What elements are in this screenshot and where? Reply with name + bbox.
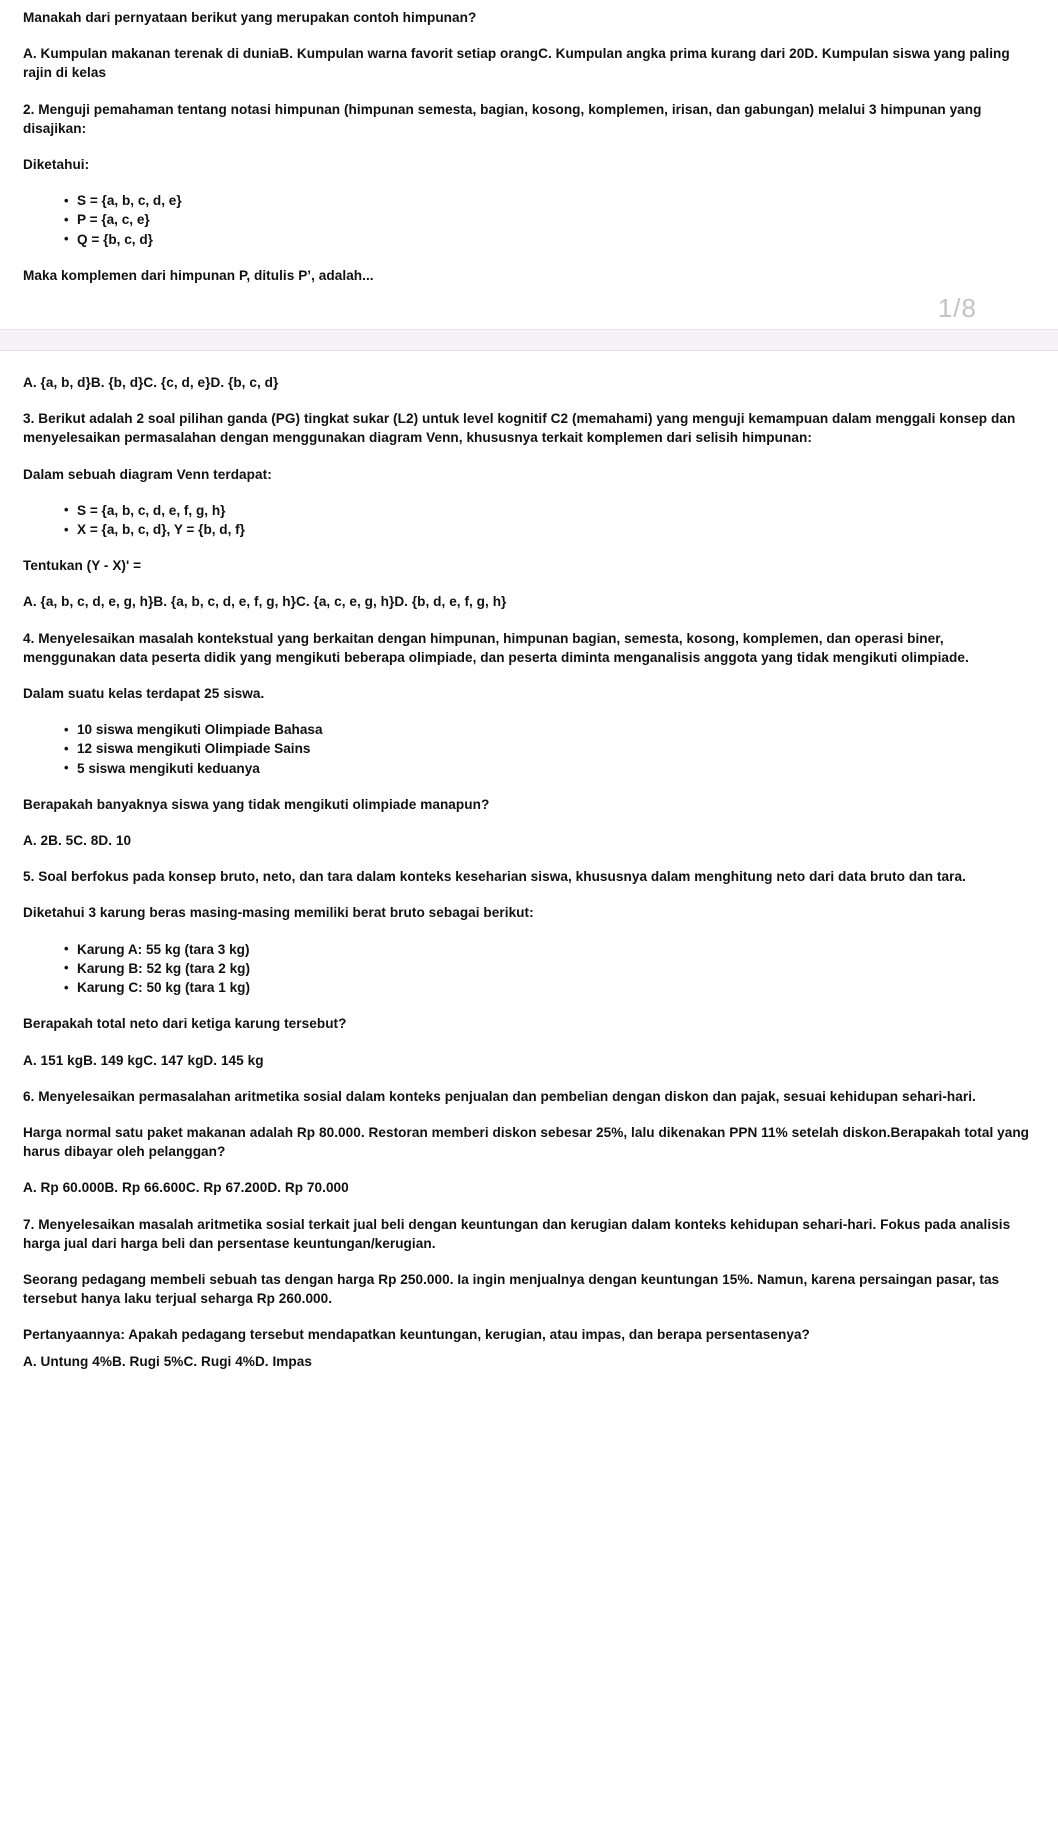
question-2-set-list (23, 191, 1035, 249)
question-7-question: Pertanyaannya: Apakah pedagang tersebut mendapatkan keuntungan, kerugian, atau impas, dan berapa persentasenya? (23, 1327, 810, 1343)
question-1-options: A. Kumpulan makanan terenak di duniaB. Kumpulan warna favorit setiap orangC. Kumpulan angka prima kurang dari 20D. Kumpulan siswa yang paling rajin di kelas (23, 46, 1010, 81)
page-number-row (23, 285, 1035, 329)
question-2-question: Maka komplemen dari himpunan P, ditulis P’, adalah... (23, 267, 374, 283)
question-4-stem: 4. Menyelesaikan masalah kontekstual yang berkaitan dengan himpunan, himpunan bagian, semesta, kosong, komplemen, dan operasi biner, menggunakan data peserta didik yang mengikuti beberapa olimpiade, dan peserta diminta menganalisis anggota yang tidak mengikuti olimpiade. (23, 630, 969, 665)
question-5-question: Berapakah total neto dari ketiga karung tersebut? (23, 1016, 347, 1032)
list-item: • 10 siswa mengikuti Olimpiade Bahasa (64, 720, 1035, 739)
page-break-separator (0, 329, 1058, 351)
question-5-given-label: Diketahui 3 karung beras masing-masing memiliki berat bruto sebagai berikut: (23, 905, 534, 921)
question-7-options-clipped (23, 1353, 1035, 1371)
question-4-question: Berapakah banyaknya siswa yang tidak mengikuti olimpiade manapun? (23, 796, 490, 812)
list-item: • Q = {b, c, d} (64, 230, 1035, 249)
question-3-set-list (23, 501, 1035, 539)
list-item: • Karung B: 52 kg (tara 2 kg) (64, 959, 1035, 978)
list-item: • 12 siswa mengikuti Olimpiade Sains (64, 739, 1035, 758)
question-2-options: A. {a, b, d}B. {b, d}C. {c, d, e}D. {b, c, d} (23, 375, 279, 391)
question-6-options: A. Rp 60.000B. Rp 66.600C. Rp 67.200D. Rp 70.000 (23, 1180, 349, 1196)
question-4-fact-list (23, 720, 1035, 778)
question-4-options: A. 2B. 5C. 8D. 10 (23, 833, 132, 849)
question-5-stem: 5. Soal berfokus pada konsep bruto, neto, dan tara dalam konteks keseharian siswa, khususnya dalam menghitung neto dari data bruto dan tara. (23, 869, 966, 885)
question-3-question: Tentukan (Y - X)' = (23, 558, 142, 574)
question-6-case: Harga normal satu paket makanan adalah Rp 80.000. Restoran memberi diskon sebesar 25%, lalu dikenakan PPN 11% setelah diskon.Berapakah total yang harus dibayar oleh pelanggan? (23, 1124, 1030, 1160)
list-item: • P = {a, c, e} (64, 210, 1035, 229)
question-3-stem: 3. Berikut adalah 2 soal pilihan ganda (PG) tingkat sukar (L2) untuk level kognitif C2 (memahami) yang menguji kemampuan dalam menggali konsep dan menyelesaikan permasalahan dengan menggunakan diagram Venn, khususnya terkait komplemen dari selisih himpunan: (23, 411, 1016, 446)
list-item: • Karung A: 55 kg (tara 3 kg) (64, 940, 1035, 959)
question-2-stem: 2. Menguji pemahaman tentang notasi himpunan (himpunan semesta, bagian, kosong, komplemen, irisan, dan gabungan) melalui 3 himpunan yang disajikan: (23, 101, 982, 136)
question-5-fact-list (23, 940, 1035, 998)
list-item: • S = {a, b, c, d, e, f, g, h} (64, 501, 1035, 520)
document-page-1 (0, 0, 1058, 329)
list-item: • X = {a, b, c, d}, Y = {b, d, f} (64, 520, 1035, 539)
page-number-indicator: 1/8 (937, 293, 977, 324)
question-4-given-label: Dalam suatu kelas terdapat 25 siswa. (23, 686, 265, 702)
question-7-case: Seorang pedagang membeli sebuah tas dengan harga Rp 250.000. Ia ingin menjualnya dengan keuntungan 15%. Namun, karena persaingan pasar, tas tersebut hanya laku terjual seharga Rp 260.000. (23, 1271, 1000, 1307)
list-item: • 5 siswa mengikuti keduanya (64, 759, 1035, 778)
question-5-options: A. 151 kgB. 149 kgC. 147 kgD. 145 kg (23, 1052, 264, 1068)
list-item: • Karung C: 50 kg (tara 1 kg) (64, 978, 1035, 997)
question-2-given-label: Diketahui: (23, 157, 90, 173)
question-7-stem: 7. Menyelesaikan masalah aritmetika sosial terkait jual beli dengan keuntungan dan kerugian dalam konteks kehidupan sehari-hari. Fokus pada analisis harga jual dari harga beli dan persentase keuntungan/kerugian. (23, 1216, 1011, 1251)
question-3-options: A. {a, b, c, d, e, g, h}B. {a, b, c, d, e, f, g, h}C. {a, c, e, g, h}D. {b, d, e, f, g, h} (23, 594, 507, 610)
question-6-stem: 6. Menyelesaikan permasalahan aritmetika sosial dalam konteks penjualan dan pembelian dengan diskon dan pajak, sesuai kehidupan sehari-hari. (23, 1088, 976, 1104)
question-1-prompt: Manakah dari pernyataan berikut yang merupakan contoh himpunan? (23, 10, 477, 25)
document-page-2 (0, 351, 1058, 1371)
list-item: • S = {a, b, c, d, e} (64, 191, 1035, 210)
question-3-given-label: Dalam sebuah diagram Venn terdapat: (23, 466, 272, 482)
question-7-options: A. Untung 4%B. Rugi 5%C. Rugi 4%D. Impas (23, 1353, 313, 1369)
